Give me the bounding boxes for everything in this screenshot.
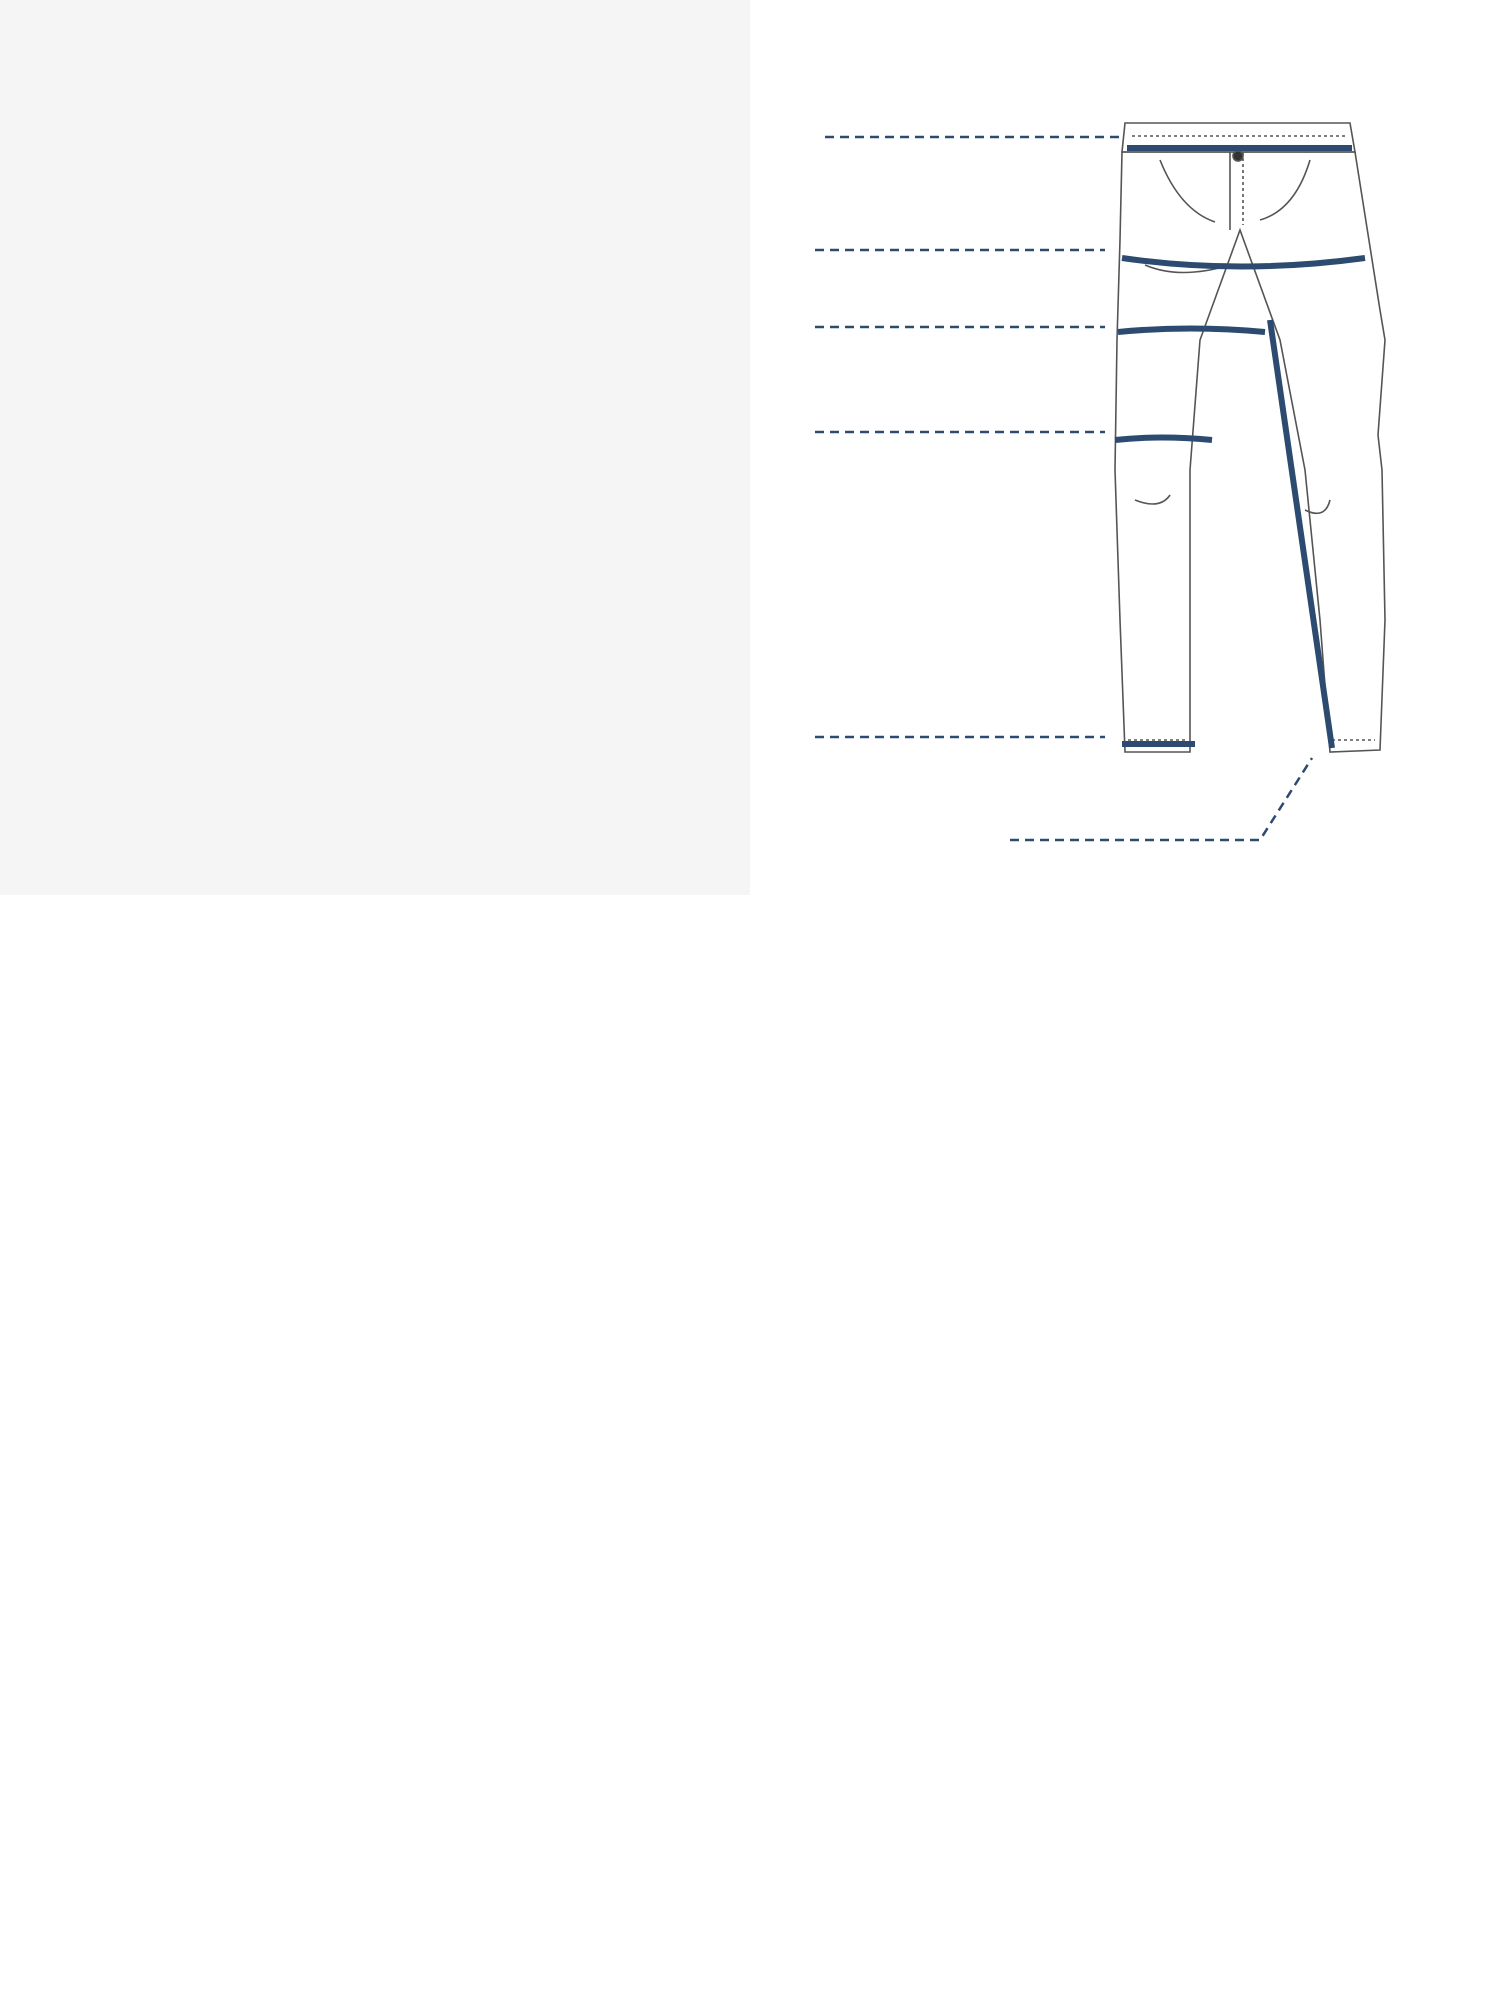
jeans-measurement-diagram: [760, 40, 1500, 860]
header-panel: [0, 0, 750, 895]
measurement-lines: [1115, 148, 1365, 748]
dashed-guides: [815, 137, 1312, 840]
product-composition: [22, 322, 722, 370]
